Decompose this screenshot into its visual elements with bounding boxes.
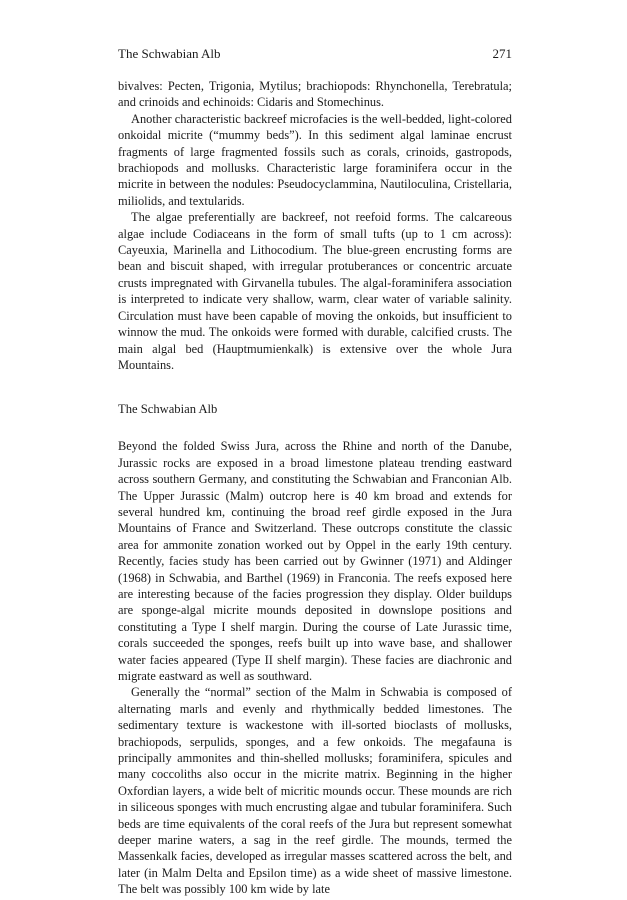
paragraph-continued: bivalves: Pecten, Trigonia, Mytilus; brachiopods: Rhynchonella, Terebratula; and crinoids and echinoids: Cidaris and Stomechinus. bbox=[118, 79, 512, 110]
page-body bbox=[118, 78, 512, 898]
running-header bbox=[118, 46, 512, 62]
running-title: The Schwabian Alb bbox=[118, 46, 221, 61]
paragraph-algae: The algae preferentially are backreef, not reefoid forms. The calcareous algae include Codiaceans in the form of small tufts (up to 1 cm across): Cayeuxia, Marinella and Lithocodium. The blue-green encrusting forms are bean and biscuit shaped, with irregular protuberances or concentric arcuate crusts impregnated with Girvanella tubules. The algal-foraminifera association is interpreted to indicate very shallow, warm, clear water of variable salinity. Circulation must have been capable of moving the onkoids, but insufficient to winnow the mud. The onkoids were formed with durable, calcified crusts. The main algal bed (Hauptmumienkalk) is extensive over the whole Jura Mountains. bbox=[118, 210, 512, 372]
paragraph-schwabian-intro: Beyond the folded Swiss Jura, across the Rhine and north of the Danube, Jurassic rocks are exposed in a broad limestone plateau trending eastward across southern Germany, and constituting the Schwabian and Franconian Alb. The Upper Jurassic (Malm) outcrop here is 40 km broad and extends for several hundred km, continuing the broad reef girdle exposed in the Jura Mountains of France and Switzerland. These outcrops constitute the classic area for ammonite zonation worked out by Oppel in the early 19th century. Recently, facies study has been carried out by Gwinner (1971) and Aldinger (1968) in Schwabia, and Barthel (1969) in Franconia. The reefs exposed here are interesting because of the facies progression they display. Older buildups are sponge-algal micrite mounds deposited in downslope positions and constituting a Type I shelf margin. During the course of Late Jurassic time, corals succeeded the sponges, reefs built up into wave base, and shallower water facies appeared (Type II shelf margin). These facies are diachronic and migrate eastward as well as southward. bbox=[118, 439, 512, 683]
paragraph-onkoidal-micrite: Another characteristic backreef microfacies is the well-bedded, light-colored onkoidal micrite (“mummy beds”). In this sediment algal laminae encrust fragments of large fragmented fossils such as corals, crinoids, gastropods, brachiopods and mollusks. Characteristic large foraminifera occur in the micrite in between the nodules: Pseudocyclammina, Nautiloculina, Cristellaria, miliolids, and textularids. bbox=[118, 111, 512, 208]
paragraph-malm-section: Generally the “normal” section of the Malm in Schwabia is composed of alternating marls and evenly and rhythmically bedded limestones. The sedimentary texture is wackestone with ill-sorted bioclasts of mollusks, brachiopods, serpulids, sponges, and a few onkoids. The megafauna is principally ammonites and thin-shelled mollusks; foraminifera, spicules and many coccoliths also occur in the micrite matrix. Beginning in the higher Oxfordian layers, a wide belt of micritic mounds occur. These mounds are rich in siliceous sponges with much encrusting algae and tubular foraminifera. Such beds are time equivalents of the coral reefs of the Jura but represent somewhat deeper marine waters, a sag in the reef girdle. The mounds, termed the Massenkalk facies, developed as irregular masses scattered across the belt, and later (in Malm Delta and Epsilon time) as a wide sheet of massive limestone. The belt was possibly 100 km wide by late bbox=[118, 685, 512, 897]
section-heading: The Schwabian Alb bbox=[118, 402, 218, 417]
page-number: 271 bbox=[492, 46, 512, 61]
